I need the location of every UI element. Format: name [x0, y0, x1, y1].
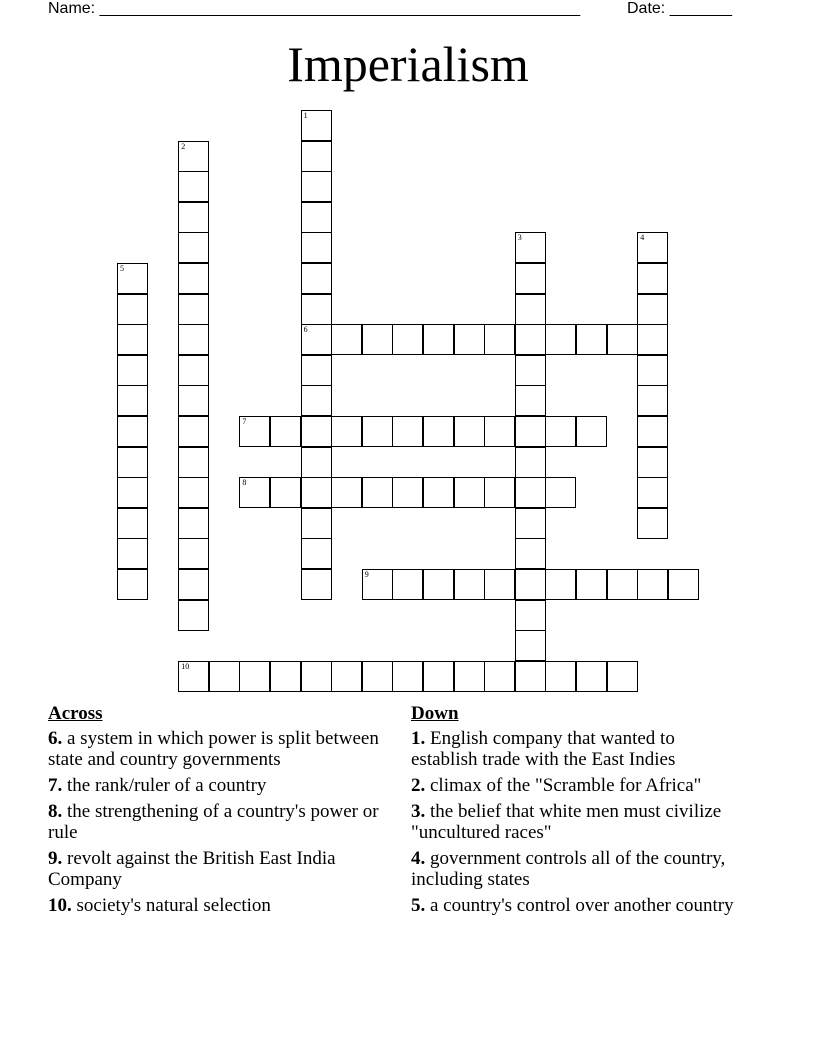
crossword-cell[interactable]: [607, 661, 638, 692]
crossword-cell[interactable]: [301, 538, 332, 569]
crossword-cell[interactable]: [545, 416, 576, 447]
crossword-cell[interactable]: [178, 416, 209, 447]
crossword-cell[interactable]: [576, 661, 607, 692]
crossword-cell[interactable]: [362, 477, 393, 508]
crossword-cell[interactable]: [515, 263, 546, 294]
crossword-cell[interactable]: [362, 569, 393, 600]
crossword-cell[interactable]: [178, 294, 209, 325]
crossword-cell[interactable]: [454, 416, 485, 447]
crossword-cell[interactable]: [637, 263, 668, 294]
across-clues: [48, 703, 398, 921]
crossword-cell[interactable]: [362, 661, 393, 692]
crossword-cell[interactable]: [178, 355, 209, 386]
crossword-cell[interactable]: [454, 569, 485, 600]
crossword-cell[interactable]: [515, 477, 546, 508]
crossword-cell[interactable]: [515, 630, 546, 661]
crossword-cell[interactable]: [178, 569, 209, 600]
crossword-cell[interactable]: [178, 385, 209, 416]
crossword-cell[interactable]: [362, 416, 393, 447]
crossword-cell[interactable]: [515, 416, 546, 447]
crossword-cell[interactable]: [270, 477, 301, 508]
crossword-cell[interactable]: [484, 477, 515, 508]
crossword-cell[interactable]: [301, 202, 332, 233]
crossword-cell[interactable]: [545, 324, 576, 355]
crossword-cell[interactable]: [270, 661, 301, 692]
crossword-cell[interactable]: [301, 569, 332, 600]
crossword-cell[interactable]: [301, 447, 332, 478]
crossword-cell[interactable]: [637, 324, 668, 355]
crossword-cell[interactable]: [301, 141, 332, 172]
crossword-cell[interactable]: [545, 477, 576, 508]
crossword-cell[interactable]: [117, 477, 148, 508]
crossword-cell[interactable]: [301, 477, 332, 508]
name-line[interactable]: Name: ______________________________________________________: [48, 0, 581, 17]
crossword-cell[interactable]: [117, 294, 148, 325]
page-title: Imperialism: [287, 36, 529, 92]
crossword-cell[interactable]: [178, 508, 209, 539]
down-clue-3: 3. the belief that white men must civilize "uncultured races": [411, 801, 722, 843]
down-clue-4: 4. government controls all of the country, including states: [411, 848, 726, 890]
crossword-cell[interactable]: [117, 447, 148, 478]
crossword-cell[interactable]: [239, 477, 270, 508]
crossword-cell[interactable]: [331, 324, 362, 355]
crossword-cell[interactable]: [515, 600, 546, 631]
down-clues: [411, 703, 741, 921]
crossword-cell[interactable]: [515, 385, 546, 416]
crossword-cell[interactable]: [209, 661, 240, 692]
crossword-cell[interactable]: [637, 569, 668, 600]
down-heading: Down: [411, 703, 459, 724]
cell-number: 7: [242, 417, 247, 426]
crossword-cell[interactable]: [515, 661, 546, 692]
crossword-cell[interactable]: [117, 569, 148, 600]
crossword-cell[interactable]: [178, 324, 209, 355]
cell-number: 3: [517, 233, 522, 243]
crossword-cell[interactable]: [668, 569, 699, 600]
crossword-cell[interactable]: [392, 324, 423, 355]
crossword-cell[interactable]: [117, 355, 148, 386]
crossword-cell[interactable]: [515, 232, 546, 263]
across-heading: Across: [48, 703, 103, 724]
down-clue-2: 2. climax of the "Scramble for Africa": [411, 775, 702, 796]
cell-number: 8: [242, 478, 247, 488]
crossword-cell[interactable]: [301, 416, 332, 447]
crossword-cell[interactable]: [637, 232, 668, 263]
crossword-cell[interactable]: [607, 324, 638, 355]
crossword-cell[interactable]: [637, 447, 668, 478]
crossword-cell[interactable]: [637, 477, 668, 508]
crossword-cell[interactable]: [331, 477, 362, 508]
crossword-cell[interactable]: [301, 324, 332, 355]
crossword-cell[interactable]: [637, 508, 668, 539]
crossword-cell[interactable]: [301, 110, 332, 141]
crossword-cell[interactable]: [515, 538, 546, 569]
crossword-cell[interactable]: [178, 477, 209, 508]
across-clue-7: 7. the rank/ruler of a country: [48, 775, 267, 796]
crossword-cell[interactable]: [392, 661, 423, 692]
across-clue-10: 10. society's natural selection: [48, 895, 271, 916]
crossword-cell[interactable]: [117, 416, 148, 447]
crossword-cell[interactable]: [576, 324, 607, 355]
crossword-cell[interactable]: [392, 416, 423, 447]
crossword-cell[interactable]: [331, 416, 362, 447]
crossword-cell[interactable]: [178, 141, 209, 172]
crossword-cell[interactable]: [362, 324, 393, 355]
crossword-cell[interactable]: [301, 171, 332, 202]
cell-number: 1: [303, 111, 308, 120]
crossword-cell[interactable]: [423, 416, 454, 447]
crossword-cell[interactable]: [239, 416, 270, 447]
crossword-cell[interactable]: [117, 324, 148, 355]
crossword-cell[interactable]: [484, 569, 515, 600]
crossword-cell[interactable]: [239, 661, 270, 692]
crossword-cell[interactable]: [392, 477, 423, 508]
cell-number: 6: [303, 325, 308, 335]
crossword-cell[interactable]: [423, 661, 454, 692]
crossword-cell[interactable]: [545, 661, 576, 692]
crossword-cell[interactable]: [607, 569, 638, 600]
crossword-cell[interactable]: [637, 385, 668, 416]
crossword-cell[interactable]: [454, 477, 485, 508]
crossword-cell[interactable]: [515, 447, 546, 478]
crossword-cell[interactable]: [178, 202, 209, 233]
crossword-cell[interactable]: [178, 171, 209, 202]
crossword-cell[interactable]: [178, 538, 209, 569]
across-clue-8: 8. the strengthening of a country's power or rule: [48, 801, 379, 843]
crossword-cell[interactable]: [117, 263, 148, 294]
crossword-cell[interactable]: [515, 569, 546, 600]
crossword-cell[interactable]: [301, 294, 332, 325]
crossword-cell[interactable]: [484, 661, 515, 692]
crossword-cell[interactable]: [301, 355, 332, 386]
cell-number: 9: [364, 570, 369, 579]
crossword-cell[interactable]: [117, 385, 148, 416]
crossword-cell[interactable]: [576, 416, 607, 447]
crossword-cell[interactable]: [423, 477, 454, 508]
crossword-cell[interactable]: [178, 232, 209, 263]
crossword-cell[interactable]: [515, 355, 546, 386]
date-line[interactable]: Date: _______: [627, 0, 732, 17]
crossword-cell[interactable]: [515, 324, 546, 355]
crossword-cell[interactable]: [637, 416, 668, 447]
crossword-cell[interactable]: [301, 385, 332, 416]
crossword-cell[interactable]: [178, 661, 209, 692]
crossword-cell[interactable]: [178, 600, 209, 631]
crossword-cell[interactable]: [454, 661, 485, 692]
crossword-cell[interactable]: [117, 508, 148, 539]
across-clue-6: 6. a system in which power is split between state and country governments: [48, 728, 379, 770]
crossword-cell[interactable]: [331, 661, 362, 692]
across-clue-9: 9. revolt against the British East India Company: [48, 848, 336, 890]
crossword-cell[interactable]: [637, 355, 668, 386]
cell-number: 10: [181, 661, 190, 671]
crossword-cell[interactable]: [515, 508, 546, 539]
crossword-cell[interactable]: [454, 324, 485, 355]
crossword-cell[interactable]: [270, 416, 301, 447]
crossword-cell[interactable]: [423, 324, 454, 355]
crossword-cell[interactable]: [301, 508, 332, 539]
crossword-cell[interactable]: [576, 569, 607, 600]
crossword-cell[interactable]: [484, 416, 515, 447]
cell-number: 4: [640, 233, 645, 243]
crossword-cell[interactable]: [484, 324, 515, 355]
down-clue-1: 1. English company that wanted to establish trade with the East Indies: [411, 728, 676, 770]
cell-number: 5: [120, 264, 124, 273]
crossword-cell[interactable]: [301, 232, 332, 263]
crossword-cell[interactable]: [301, 661, 332, 692]
crossword-cell[interactable]: [423, 569, 454, 600]
crossword-cell[interactable]: [392, 569, 423, 600]
crossword-cell[interactable]: [301, 263, 332, 294]
crossword-cell[interactable]: [515, 294, 546, 325]
crossword-cell[interactable]: [117, 538, 148, 569]
down-clue-5: 5. a country's control over another country: [411, 895, 734, 916]
crossword-cell[interactable]: [637, 294, 668, 325]
crossword-cell[interactable]: [178, 447, 209, 478]
cell-number: 2: [181, 141, 186, 151]
crossword-cell[interactable]: [545, 569, 576, 600]
crossword-cell[interactable]: [178, 263, 209, 294]
